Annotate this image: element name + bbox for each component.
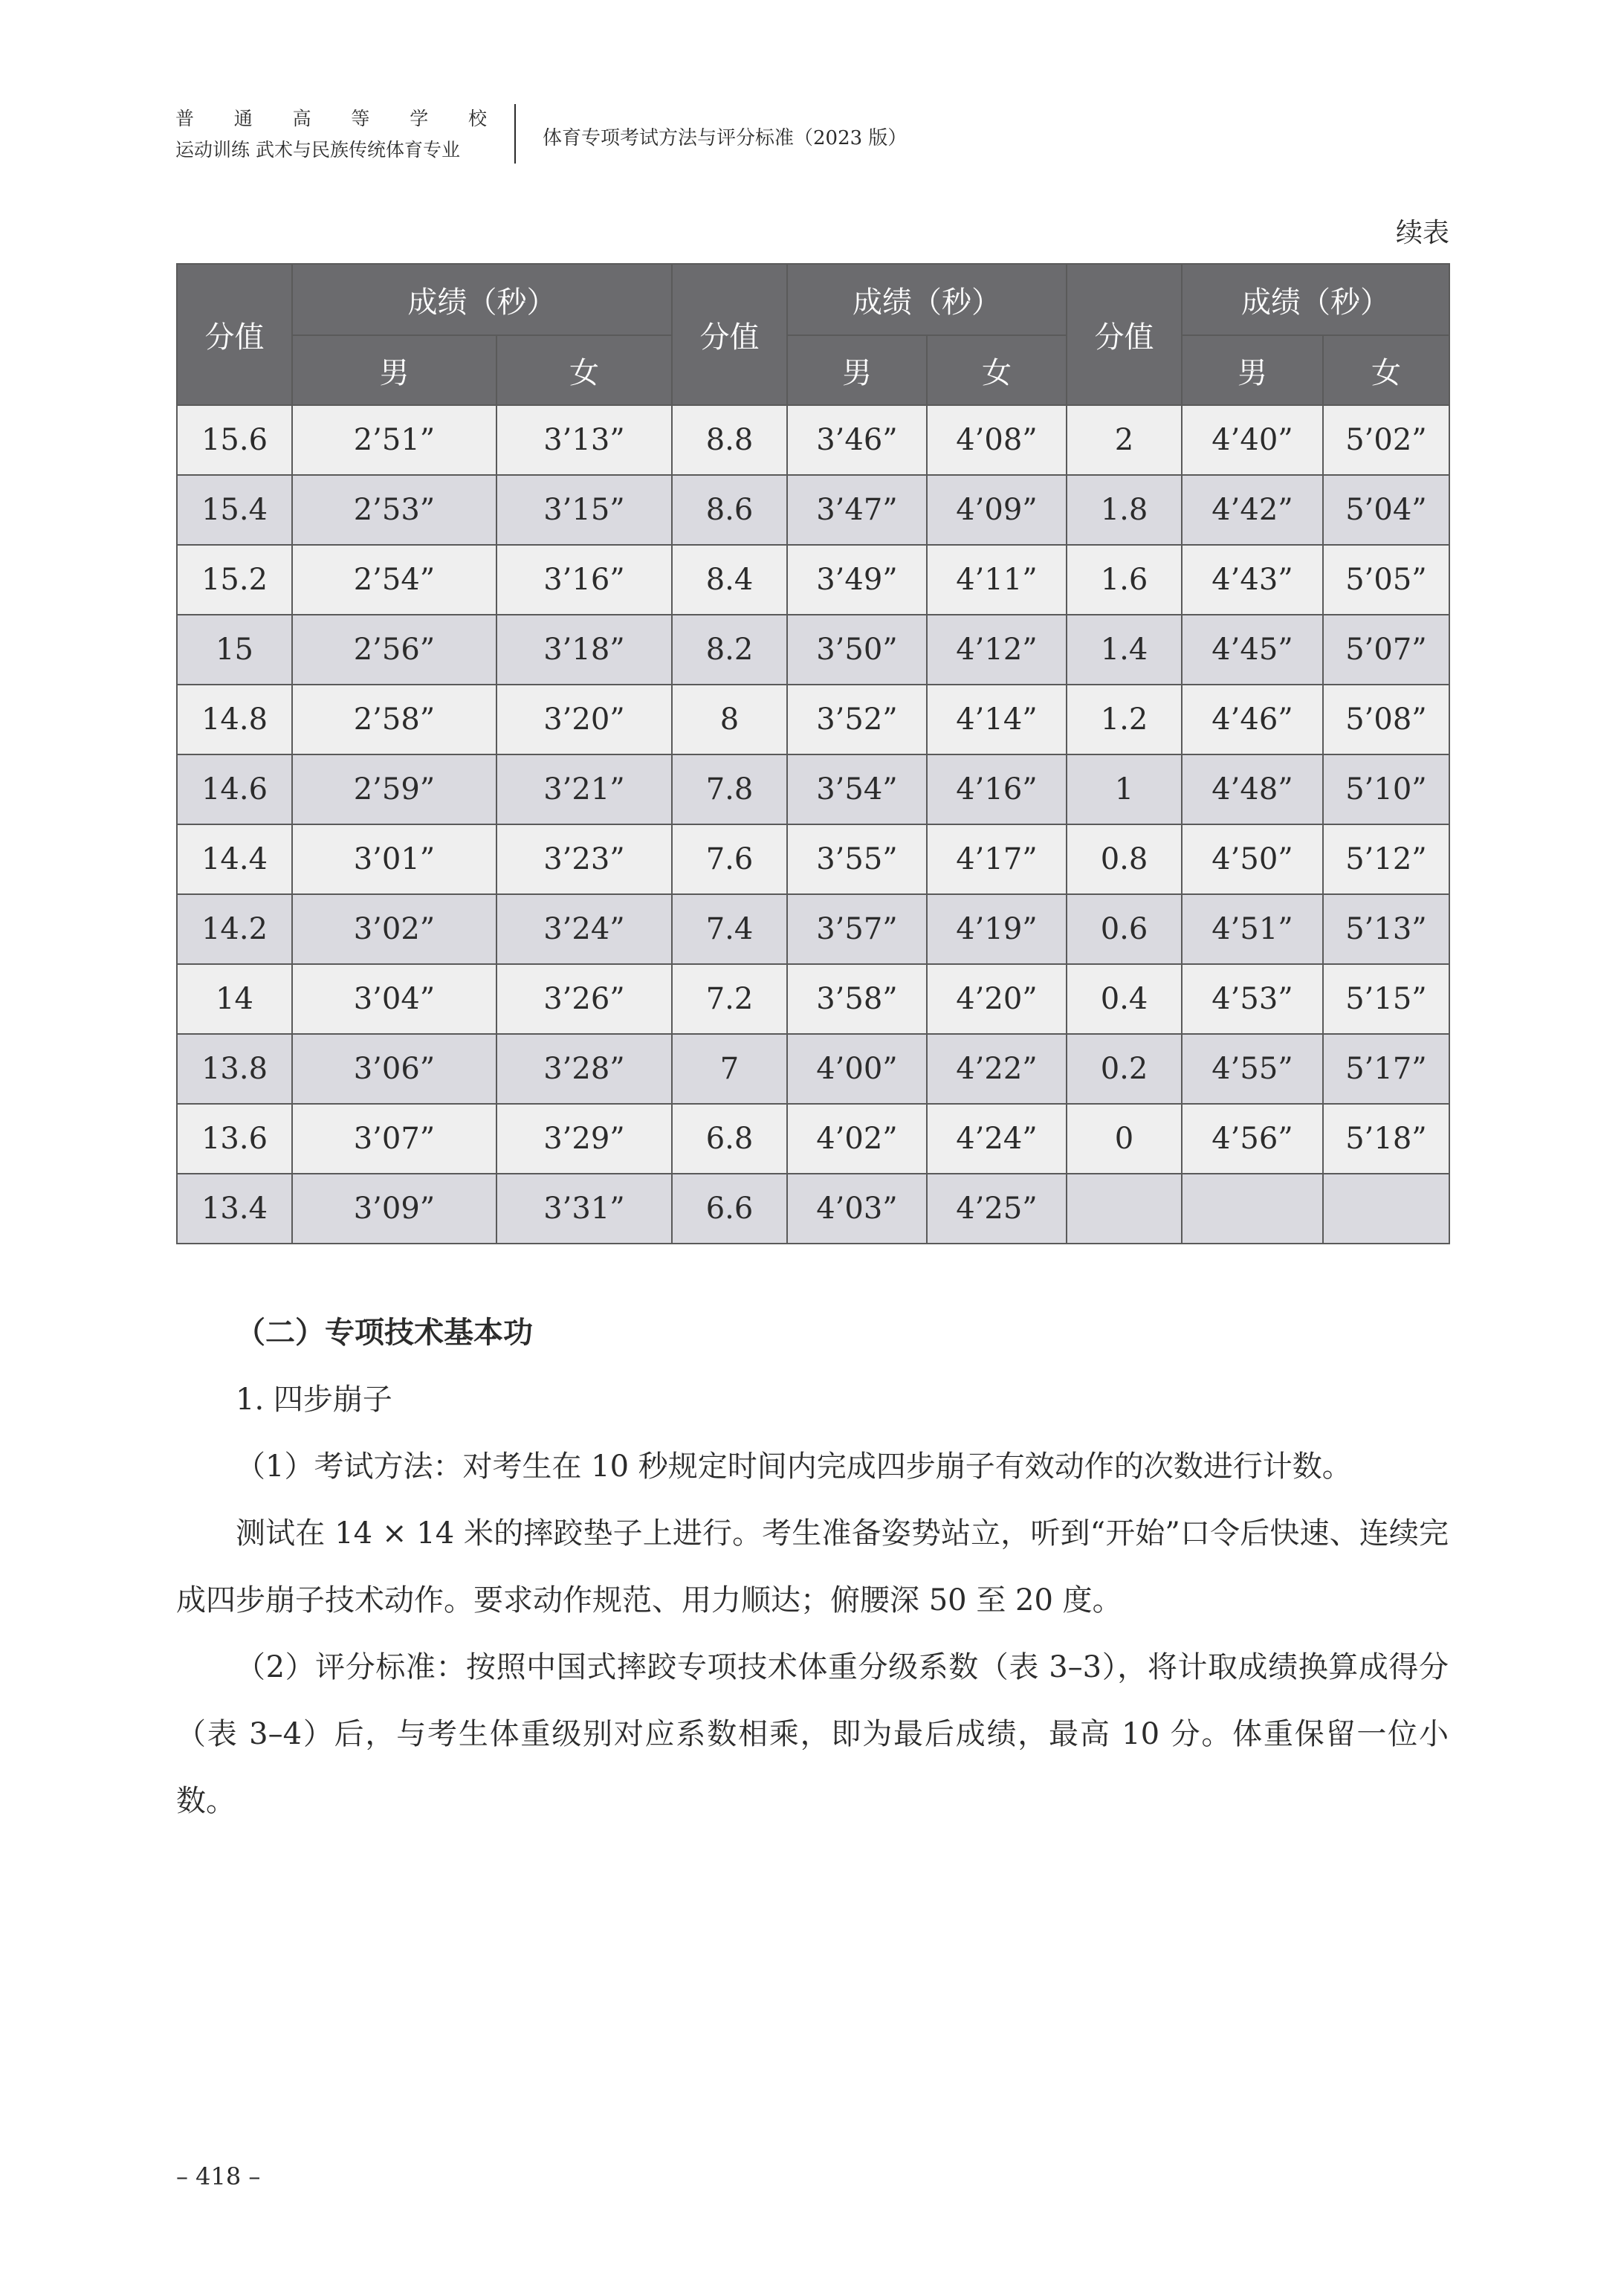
score-cell: 14.8: [177, 685, 292, 754]
score-cell: 8.2: [672, 615, 787, 685]
series-title-char: 等: [351, 108, 371, 129]
running-header-left: [175, 106, 488, 164]
score-cell: 14.2: [177, 894, 292, 964]
female-time-cell: 4’24”: [927, 1104, 1067, 1174]
table-subheader-row: [177, 335, 1449, 405]
male-time-cell: 2’59”: [292, 754, 496, 824]
score-cell: 15.2: [177, 545, 292, 615]
series-title: [175, 106, 488, 132]
male-time-cell: 3’54”: [787, 754, 927, 824]
female-time-cell: 4’14”: [927, 685, 1067, 754]
exam-method-paragraph: （1）考试方法：对考生在 10 秒规定时间内完成四步崩子有效动作的次数进行计数。: [236, 1449, 1352, 1484]
male-time-cell: 4’42”: [1182, 475, 1323, 545]
female-time-cell: 5’07”: [1323, 615, 1449, 685]
male-header: 男: [292, 335, 496, 405]
female-time-cell: 3’15”: [496, 475, 672, 545]
score-cell: 14.6: [177, 754, 292, 824]
continued-table-label: 续表: [1395, 218, 1449, 248]
table-body: [177, 405, 1449, 1244]
male-time-cell: 4’43”: [1182, 545, 1323, 615]
female-header: 女: [927, 335, 1067, 405]
male-time-cell: 4’40”: [1182, 405, 1323, 475]
score-header: 分值: [177, 264, 292, 405]
table-row: [177, 545, 1449, 615]
score-cell: 6.6: [672, 1174, 787, 1244]
result-header: 成绩（秒）: [1182, 264, 1449, 335]
female-time-cell: 5’05”: [1323, 545, 1449, 615]
series-title-char: 通: [233, 108, 253, 129]
table-row: [177, 1034, 1449, 1104]
header-divider: [514, 104, 516, 164]
female-time-cell: 5’10”: [1323, 754, 1449, 824]
score-cell: 7.8: [672, 754, 787, 824]
score-cell: 7.4: [672, 894, 787, 964]
male-time-cell: 4’56”: [1182, 1104, 1323, 1174]
score-cell: 0: [1067, 1104, 1182, 1174]
table-row: [177, 685, 1449, 754]
male-time-cell: 3’01”: [292, 824, 496, 894]
female-time-cell: 4’11”: [927, 545, 1067, 615]
item-title: 1. 四步崩子: [236, 1383, 392, 1417]
female-time-cell: 3’31”: [496, 1174, 672, 1244]
male-time-cell: 3’50”: [787, 615, 927, 685]
female-time-cell: 4’16”: [927, 754, 1067, 824]
female-time-cell: 5’08”: [1323, 685, 1449, 754]
male-time-cell: 3’58”: [787, 964, 927, 1034]
score-cell: 0.4: [1067, 964, 1182, 1034]
score-cell: 13.8: [177, 1034, 292, 1104]
result-header: 成绩（秒）: [787, 264, 1067, 335]
score-cell: 8.4: [672, 545, 787, 615]
male-time-cell: 4’45”: [1182, 615, 1323, 685]
male-time-cell: 3’47”: [787, 475, 927, 545]
female-time-cell: 3’28”: [496, 1034, 672, 1104]
score-cell: 8: [672, 685, 787, 754]
female-time-cell: 3’16”: [496, 545, 672, 615]
male-time-cell: 2’51”: [292, 405, 496, 475]
table-header-row: [177, 264, 1449, 335]
female-time-cell: 5’04”: [1323, 475, 1449, 545]
score-cell: 1.4: [1067, 615, 1182, 685]
score-header: 分值: [1067, 264, 1182, 405]
score-cell: 6.8: [672, 1104, 787, 1174]
scoring-standard-paragraph: （2）评分标准：按照中国式摔跤专项技术体重分级系数（表 3–3），将计取成绩换算成得分（表 3–4）后，与考生体重级别对应系数相乘，即为最后成绩，最高 10 分。体重保留一位小数。: [176, 1650, 1449, 1818]
score-table: [176, 263, 1450, 1244]
test-procedure-paragraph: 测试在 14 × 14 米的摔跤垫子上进行。考生准备姿势站立，听到“开始”口令后快速、连续完成四步崩子技术动作。要求动作规范、用力顺达；俯腰深 50 至 20 度。: [176, 1516, 1449, 1617]
male-time-cell: 4’02”: [787, 1104, 927, 1174]
male-time-cell: 3’52”: [787, 685, 927, 754]
female-time-cell: 4’17”: [927, 824, 1067, 894]
book-title: 体育专项考试方法与评分标准（2023 版）: [543, 127, 908, 149]
female-time-cell: 5’18”: [1323, 1104, 1449, 1174]
table-row: [177, 405, 1449, 475]
female-time-cell: 3’18”: [496, 615, 672, 685]
score-cell: 15: [177, 615, 292, 685]
result-header: 成绩（秒）: [292, 264, 672, 335]
score-cell: 1.6: [1067, 545, 1182, 615]
male-header: 男: [1182, 335, 1323, 405]
female-time-cell: 5’13”: [1323, 894, 1449, 964]
male-time-cell: 4’46”: [1182, 685, 1323, 754]
female-header: 女: [496, 335, 672, 405]
score-cell: 15.6: [177, 405, 292, 475]
male-time-cell: 3’09”: [292, 1174, 496, 1244]
female-time-cell: 5’17”: [1323, 1034, 1449, 1104]
table-row: [177, 964, 1449, 1034]
female-time-cell: 5’15”: [1323, 964, 1449, 1034]
male-time-cell: 3’02”: [292, 894, 496, 964]
male-time-cell: 3’57”: [787, 894, 927, 964]
score-cell: 0.2: [1067, 1034, 1182, 1104]
page-number: – 418 –: [176, 2162, 261, 2191]
score-cell: 8.6: [672, 475, 787, 545]
male-time-cell: 4’03”: [787, 1174, 927, 1244]
female-time-cell: 4’20”: [927, 964, 1067, 1034]
score-cell: 13.4: [177, 1174, 292, 1244]
male-time-cell: 4’48”: [1182, 754, 1323, 824]
table-row: [177, 754, 1449, 824]
table-row: [177, 1104, 1449, 1174]
male-header: 男: [787, 335, 927, 405]
female-time-cell: 4’12”: [927, 615, 1067, 685]
score-cell: 14.4: [177, 824, 292, 894]
score-cell: 14: [177, 964, 292, 1034]
female-time-cell: 3’29”: [496, 1104, 672, 1174]
female-time-cell: 3’20”: [496, 685, 672, 754]
male-time-cell: 4’51”: [1182, 894, 1323, 964]
male-time-cell: 4’55”: [1182, 1034, 1323, 1104]
score-cell: 1.8: [1067, 475, 1182, 545]
female-time-cell: 4’22”: [927, 1034, 1067, 1104]
section-heading: （二）专项技术基本功: [236, 1315, 533, 1350]
table-row: [177, 824, 1449, 894]
score-cell: [1067, 1174, 1182, 1244]
male-time-cell: 2’54”: [292, 545, 496, 615]
body-text: [176, 1299, 1449, 1835]
score-cell: 7.2: [672, 964, 787, 1034]
female-time-cell: 3’13”: [496, 405, 672, 475]
male-time-cell: 3’04”: [292, 964, 496, 1034]
score-cell: 8.8: [672, 405, 787, 475]
female-time-cell: 4’09”: [927, 475, 1067, 545]
female-time-cell: 4’19”: [927, 894, 1067, 964]
score-cell: 7: [672, 1034, 787, 1104]
male-time-cell: 4’53”: [1182, 964, 1323, 1034]
female-time-cell: 3’26”: [496, 964, 672, 1034]
female-time-cell: 5’12”: [1323, 824, 1449, 894]
table-row: [177, 475, 1449, 545]
male-time-cell: 3’06”: [292, 1034, 496, 1104]
female-time-cell: 3’21”: [496, 754, 672, 824]
series-title-char: 高: [292, 108, 312, 129]
score-cell: 0.6: [1067, 894, 1182, 964]
female-time-cell: 3’24”: [496, 894, 672, 964]
male-time-cell: 2’53”: [292, 475, 496, 545]
male-time-cell: 3’55”: [787, 824, 927, 894]
series-title-char: 校: [468, 108, 488, 129]
female-time-cell: [1323, 1174, 1449, 1244]
male-time-cell: 2’56”: [292, 615, 496, 685]
female-time-cell: 5’02”: [1323, 405, 1449, 475]
male-time-cell: 2’58”: [292, 685, 496, 754]
table-row: [177, 894, 1449, 964]
series-title-char: 普: [175, 108, 195, 129]
table-row: [177, 615, 1449, 685]
score-cell: 1.2: [1067, 685, 1182, 754]
series-subtitle: 运动训练 武术与民族传统体育专业: [175, 139, 460, 161]
score-cell: 2: [1067, 405, 1182, 475]
male-time-cell: 3’07”: [292, 1104, 496, 1174]
table-row: [177, 1174, 1449, 1244]
series-title-char: 学: [410, 108, 430, 129]
male-time-cell: 3’46”: [787, 405, 927, 475]
male-time-cell: 4’50”: [1182, 824, 1323, 894]
score-cell: 0.8: [1067, 824, 1182, 894]
female-time-cell: 4’25”: [927, 1174, 1067, 1244]
score-cell: 13.6: [177, 1104, 292, 1174]
female-time-cell: 3’23”: [496, 824, 672, 894]
male-time-cell: [1182, 1174, 1323, 1244]
female-header: 女: [1323, 335, 1449, 405]
score-cell: 15.4: [177, 475, 292, 545]
female-time-cell: 4’08”: [927, 405, 1067, 475]
male-time-cell: 4’00”: [787, 1034, 927, 1104]
male-time-cell: 3’49”: [787, 545, 927, 615]
score-header: 分值: [672, 264, 787, 405]
score-cell: 1: [1067, 754, 1182, 824]
score-cell: 7.6: [672, 824, 787, 894]
